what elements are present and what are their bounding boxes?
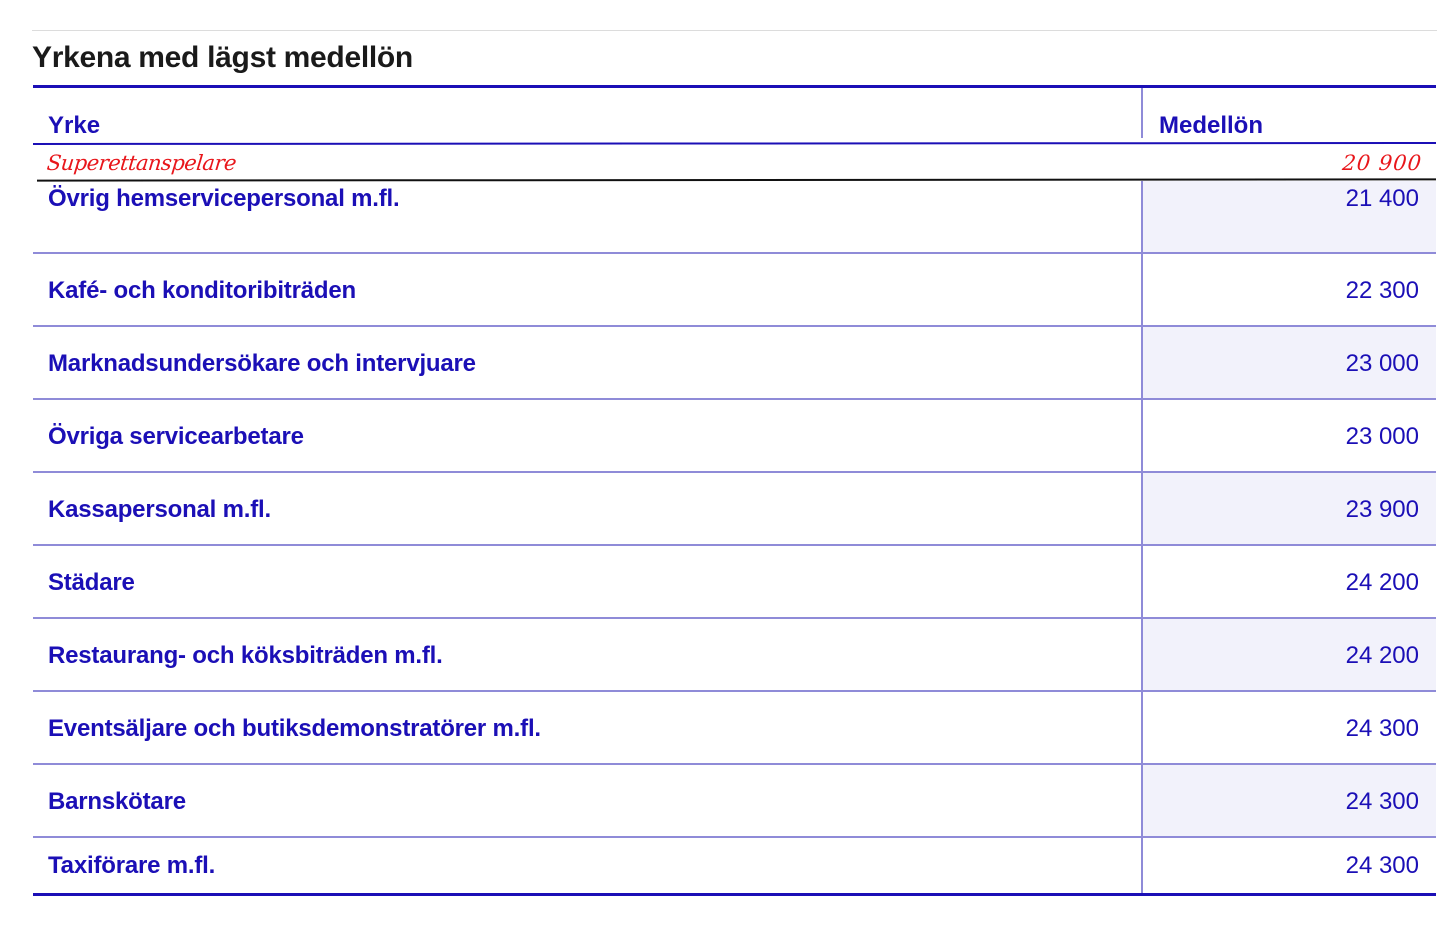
table-row <box>33 692 1436 765</box>
handwritten-highlight-row <box>37 147 1437 179</box>
table-header <box>33 88 1436 142</box>
salary-cell: 24 300 <box>1345 851 1419 879</box>
salary-table <box>33 85 1436 897</box>
table-row <box>33 546 1436 619</box>
table-bottom-rule <box>33 893 1436 896</box>
highlight-occupation: Superettanspelare <box>45 151 238 175</box>
table-row <box>33 254 1436 327</box>
salary-cell: 24 300 <box>1345 787 1419 815</box>
highlight-salary: 20 900 <box>1341 151 1424 175</box>
table-row <box>33 181 1436 254</box>
table-row <box>33 400 1436 473</box>
salary-cell: 23 000 <box>1345 422 1419 450</box>
body-column-divider <box>1141 181 1143 893</box>
salary-cell: 24 200 <box>1345 568 1419 596</box>
salary-cell: 24 200 <box>1345 641 1419 669</box>
salary-cell: 22 300 <box>1345 276 1419 304</box>
table-row <box>33 765 1436 838</box>
occupation-cell: Marknadsundersökare och intervjuare <box>48 349 476 377</box>
salary-cell: 21 400 <box>1345 185 1419 212</box>
salary-cell: 24 300 <box>1345 714 1419 742</box>
occupation-cell: Eventsäljare och butiksdemonstratörer m.fl. <box>48 714 541 742</box>
table-row <box>33 327 1436 400</box>
occupation-cell: Kassapersonal m.fl. <box>48 495 271 523</box>
table-body <box>33 181 1436 893</box>
salary-cell: 23 000 <box>1345 349 1419 377</box>
salary-cell: 23 900 <box>1345 495 1419 523</box>
occupation-cell: Städare <box>48 568 135 596</box>
page-title: Yrkena med lägst medellön <box>32 41 413 74</box>
occupation-cell: Kafé- och konditoribiträden <box>48 276 356 304</box>
header-occupation: Yrke <box>48 112 101 139</box>
header-column-divider <box>1141 88 1143 138</box>
occupation-cell: Taxiförare m.fl. <box>48 851 216 879</box>
occupation-cell: Övrig hemservicepersonal m.fl. <box>48 185 400 212</box>
table-row <box>33 838 1436 893</box>
occupation-cell: Övriga servicearbetare <box>48 422 304 450</box>
header-salary: Medellön <box>1159 112 1264 139</box>
occupation-cell: Restaurang- och köksbiträden m.fl. <box>48 641 443 669</box>
table-row <box>33 619 1436 692</box>
top-divider <box>32 30 1437 31</box>
header-underline <box>33 142 1436 145</box>
occupation-cell: Barnskötare <box>48 787 186 815</box>
table-row <box>33 473 1436 546</box>
